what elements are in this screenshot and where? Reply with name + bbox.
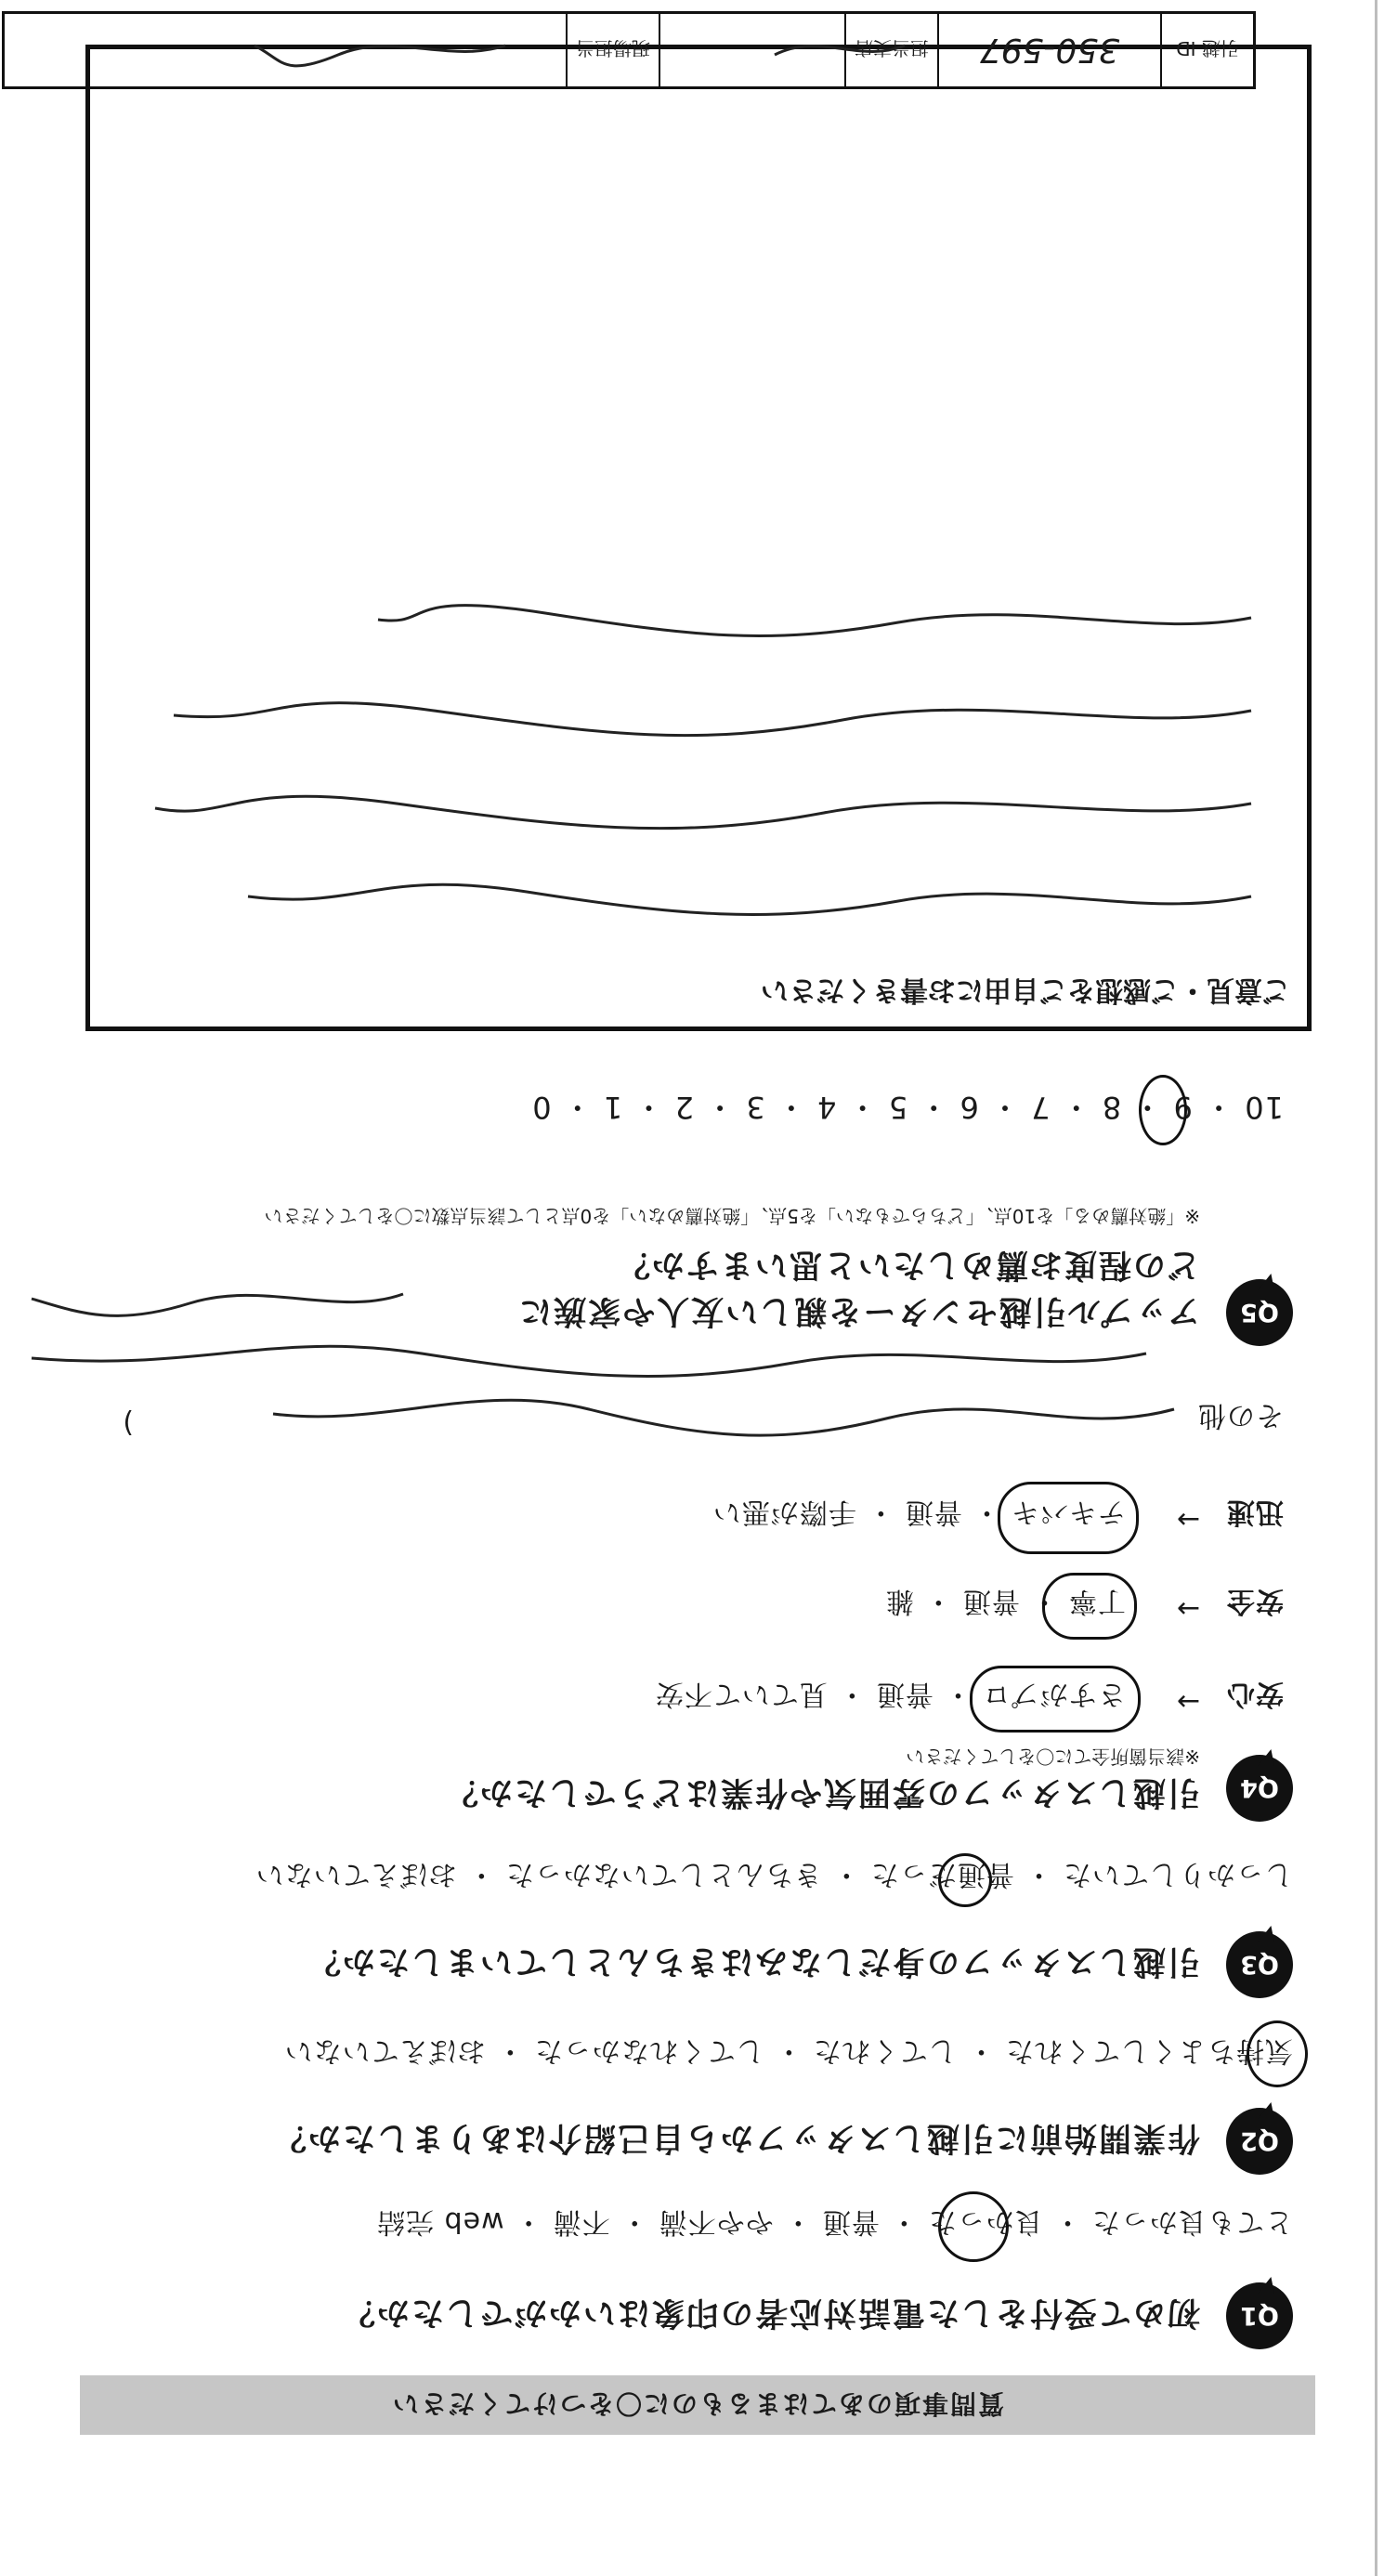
q1-badge-icon: Q1 xyxy=(1226,2282,1293,2349)
q4-row-arrow-jinsoku: → xyxy=(1175,1503,1200,1536)
q2-question: 作業開始前に引越しスタッフから自己紹介はありましたか？ xyxy=(271,2119,1200,2156)
branch-label: 担当支店 xyxy=(844,14,937,86)
q3-options: しっかりしていた ・ 普通だった ・ きちんとしていなかった ・ おぼえていない xyxy=(255,1858,1293,1890)
leader-label: 現場担当 xyxy=(566,14,659,86)
q4-other-label: その他 xyxy=(1197,1399,1284,1432)
q4-note: ※該当箇所全てに〇をしてください xyxy=(906,1746,1200,1768)
q4-other-handwriting xyxy=(13,1326,1183,1465)
q3-answer-circle xyxy=(938,1853,992,1907)
instruction-banner: 質問事項のあてはまるものに〇をつけてください xyxy=(80,2375,1315,2435)
q4-row-name-anshin: 安心 xyxy=(1226,1678,1284,1710)
q2-options: 気持ちよくしてくれた ・ してくれた ・ してくれなかった ・ おぼえていない xyxy=(283,2034,1293,2067)
q1-options: とても良かった ・ 良かった ・ 普通 ・ やや不満 ・ 不満 ・ web 完結 xyxy=(376,2205,1293,2238)
q5-scale: 10 ・ 9 ・ 8 ・ 7 ・ 6 ・ 5 ・ 4 ・ 3 ・ 2 ・ 1 ・ 0 xyxy=(531,1090,1284,1125)
q1-question: 初めて受付をした電話対応者の印象はいかがでしたか？ xyxy=(340,2294,1200,2331)
q5-badge-icon: Q5 xyxy=(1226,1279,1293,1346)
q2-badge-icon: Q2 xyxy=(1226,2108,1293,2175)
q4-anshin-answer-circle xyxy=(970,1666,1141,1733)
q4-row-options-jinsoku: テキパキ ・ 普通 ・ 手際が悪い xyxy=(712,1496,1126,1528)
q4-other-paren: ) xyxy=(122,1406,134,1439)
q4-row-arrow-anzen: → xyxy=(1175,1592,1200,1625)
comments-handwriting xyxy=(137,506,1270,934)
q4-anzen-answer-circle xyxy=(1042,1573,1137,1640)
q3-question: 引越しスタッフの身だしなみはきちんとしていましたか？ xyxy=(306,1942,1200,1980)
q5-question-line2: どの程度お薦めしたいと思いますか？ xyxy=(615,1246,1200,1283)
q1-answer-circle xyxy=(938,2191,1009,2262)
q4-jinsoku-answer-circle xyxy=(998,1482,1139,1554)
id-label: 引越 ID xyxy=(1160,14,1253,86)
comments-box xyxy=(85,45,1312,1031)
id-value: 350-597 xyxy=(937,14,1160,86)
q3-badge-icon: Q3 xyxy=(1226,1931,1293,1998)
q4-badge-icon: Q4 xyxy=(1226,1755,1293,1822)
q2-answer-circle xyxy=(1247,2020,1308,2087)
q4-row-options-anzen: 丁寧 ・ 普通 ・ 雑 xyxy=(884,1585,1126,1617)
q5-handwriting xyxy=(22,1266,412,1331)
q5-answer-circle xyxy=(1139,1075,1187,1145)
comments-label: ご意見・ご感想をご自由にお書きください xyxy=(761,974,1290,1006)
q4-row-name-anzen: 安全 xyxy=(1226,1585,1284,1617)
id-table-handwriting xyxy=(227,18,933,83)
scan-edge xyxy=(1375,0,1377,2576)
q4-question: 引越しスタッフの雰囲気や作業はどうでしたか？ xyxy=(443,1773,1200,1811)
q4-row-options-anshin: さすがプロ ・ 普通 ・ 見ていて不安 xyxy=(654,1678,1126,1710)
q5-question-line1: アップル引越センターを親しい友人や家族に xyxy=(517,1292,1200,1329)
q4-row-arrow-anshin: → xyxy=(1175,1685,1200,1718)
q4-row-name-jinsoku: 迅速 xyxy=(1226,1496,1284,1528)
q5-note: ※「絶対薦める」を10点、「どちらでもない」を5点、「絶対薦めない」を0点として該当点数に〇をしてください xyxy=(264,1205,1200,1227)
